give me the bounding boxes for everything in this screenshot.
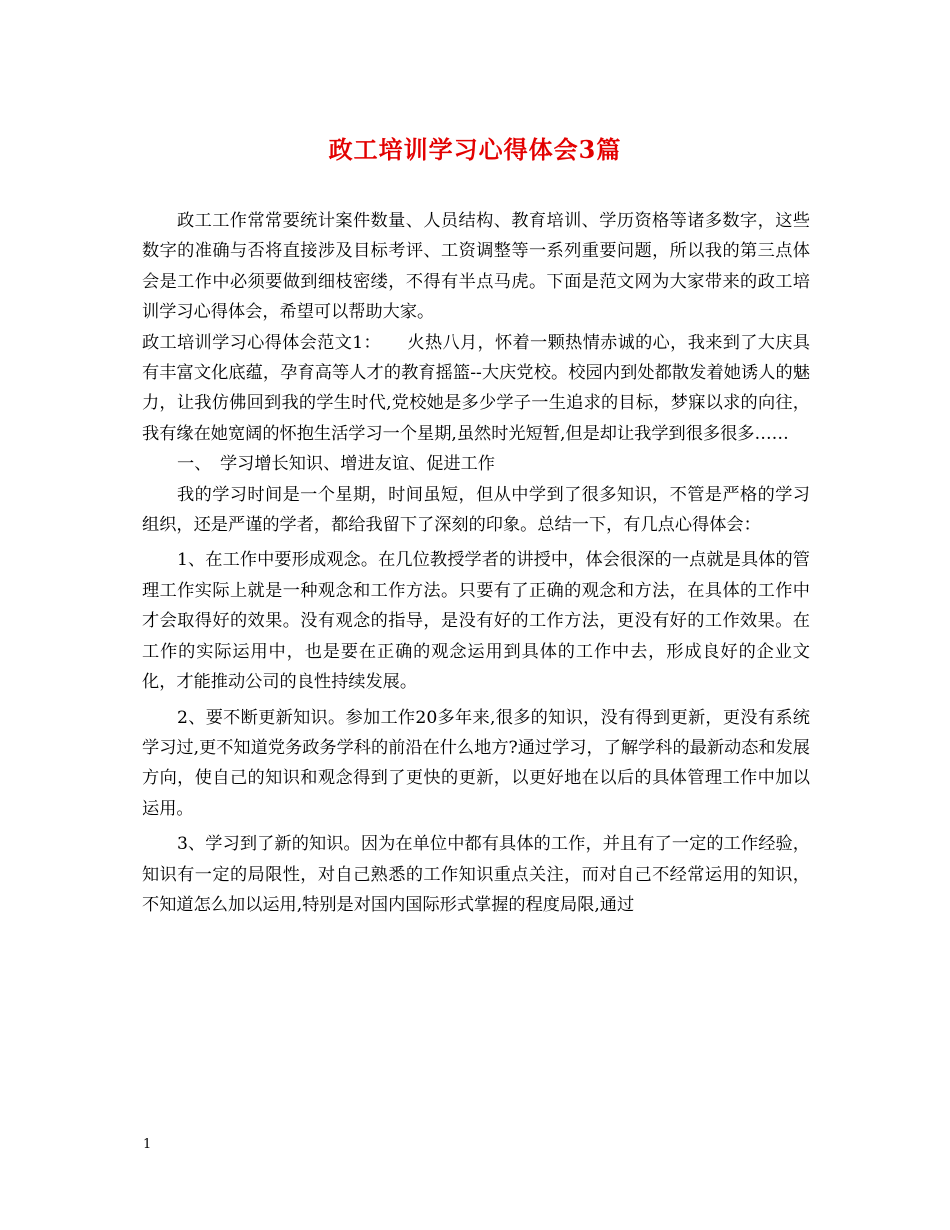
document-body [142, 206, 810, 920]
page-number: 1 [143, 1137, 152, 1152]
point-3-paragraph: 3、学习到了新的知识。因为在单位中都有具体的工作，并且有了一定的工作经验，知识有一定的局限性，对自己熟悉的工作知识重点关注，而对自己不经常运用的知识，不知道怎么加以运用,特别是对国内国际形式掌握的程度局限,通过 [142, 834, 810, 915]
point-2-paragraph: 2、要不断更新知识。参加工作20多年来,很多的知识，没有得到更新，更没有系统学习过,更不知道党务政务学科的前沿在什么地方?通过学习，了解学科的最新动态和发展方向，使自己的知识和观念得到了更快的更新，以更好地在以后的具体管理工作中加以运用。 [142, 707, 810, 819]
section-heading: 一、 学习增长知识、增进友谊、促进工作 [177, 454, 495, 475]
point-1-paragraph: 1、在工作中要形成观念。在几位教授学者的讲授中，体会很深的一点就是具体的管理工作实际上就是一种观念和工作方法。只要有了正确的观念和方法，在具体的工作中才会取得好的效果。没有观念的指导，是没有好的工作方法，更没有好的工作效果。在工作的实际运用中，也是要在正确的观念运用到具体的工作中去，形成良好的企业文化，才能推动公司的良性持续发展。 [142, 550, 810, 693]
sample-essay-paragraph: 政工培训学习心得体会范文1： 火热八月，怀着一颗热情赤诚的心，我来到了大庆具有丰富文化底蕴，孕育高等人才的教育摇篮--大庆党校。校园内到处都散发着她诱人的魅力，让我仿佛回到我的学生时代,党校她是多少学子一生追求的目标，梦寐以求的向往，我有缘在她宽阔的怀抱生活学习一个星期,虽然时光短暂,但是却让我学到很多很多…… [142, 332, 810, 444]
body-paragraph: 我的学习时间是一个星期，时间虽短，但从中学到了很多知识，不管是严格的学习组织，还是严谨的学者，都给我留下了深刻的印象。总结一下，有几点心得体会： [142, 484, 810, 536]
document-title: 政工培训学习心得体会3篇 [328, 135, 622, 164]
intro-paragraph: 政工工作常常要统计案件数量、人员结构、教育培训、学历资格等诸多数字，这些数字的准确与否将直接涉及目标考评、工资调整等一系列重要问题，所以我的第三点体会是工作中必须要做到细枝密缕，不得有半点马虎。下面是范文网为大家带来的政工培训学习心得体会，希望可以帮助大家。 [142, 211, 810, 323]
